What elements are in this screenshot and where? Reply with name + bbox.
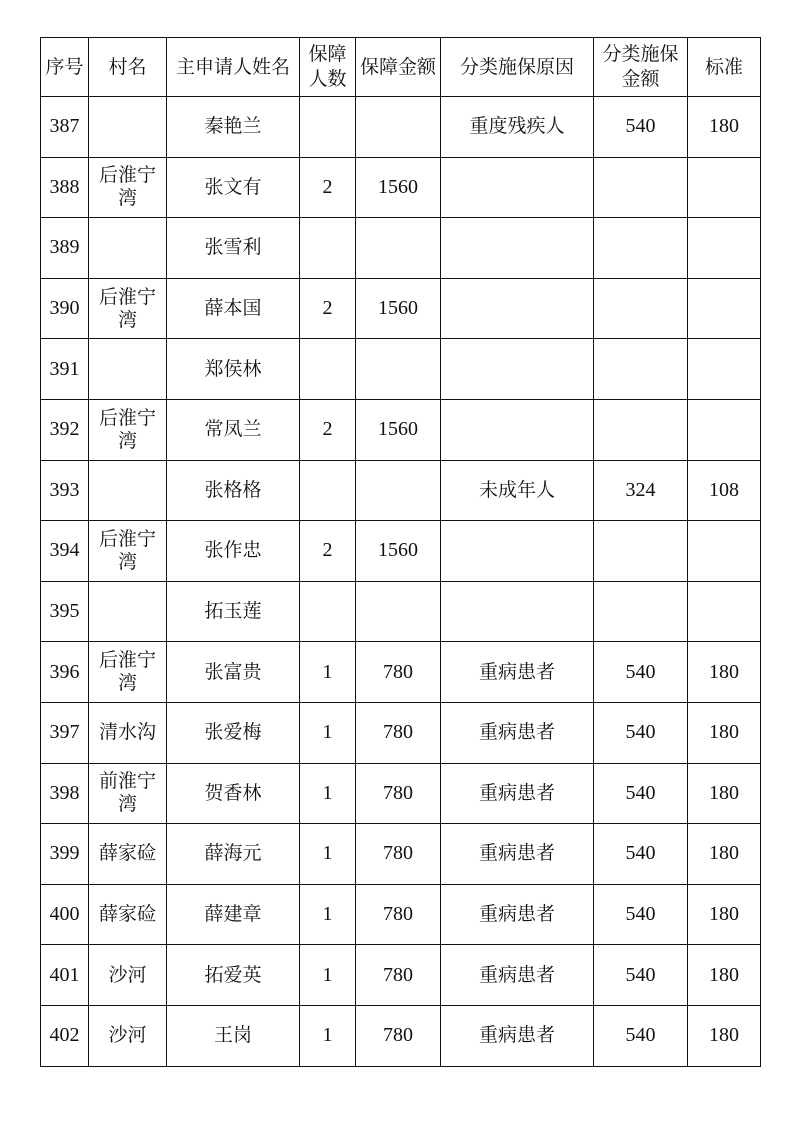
cell-serial-number: 389 — [41, 218, 89, 279]
cell-applicant-name: 薛本国 — [167, 278, 300, 339]
header-applicant-name: 主申请人姓名 — [167, 38, 300, 97]
cell-benefit-amount: 780 — [356, 824, 441, 885]
cell-applicant-name: 薛建章 — [167, 884, 300, 945]
cell-category-reason: 重病患者 — [441, 702, 594, 763]
cell-village-name: 前淮宁湾 — [89, 763, 167, 824]
cell-covered-persons: 2 — [300, 278, 356, 339]
cell-village-name: 后淮宁湾 — [89, 278, 167, 339]
cell-benefit-amount: 1560 — [356, 157, 441, 218]
table-row — [41, 1005, 761, 1066]
cell-category-amount: 540 — [594, 702, 688, 763]
cell-serial-number: 400 — [41, 884, 89, 945]
header-benefit-amount: 保障金额 — [356, 38, 441, 97]
cell-applicant-name: 拓爱英 — [167, 945, 300, 1006]
cell-village-name — [89, 581, 167, 642]
cell-applicant-name: 郑侯林 — [167, 339, 300, 400]
header-village-name: 村名 — [89, 38, 167, 97]
header-category-amount: 分类施保金额 — [594, 38, 688, 97]
cell-covered-persons — [300, 218, 356, 279]
header-row — [41, 38, 761, 97]
cell-category-reason — [441, 339, 594, 400]
cell-benefit-amount: 780 — [356, 763, 441, 824]
cell-benefit-amount: 780 — [356, 702, 441, 763]
cell-village-name: 沙河 — [89, 1005, 167, 1066]
cell-standard: 180 — [688, 642, 761, 703]
cell-category-reason: 未成年人 — [441, 460, 594, 521]
cell-serial-number: 397 — [41, 702, 89, 763]
cell-serial-number: 393 — [41, 460, 89, 521]
cell-category-amount — [594, 278, 688, 339]
cell-serial-number: 398 — [41, 763, 89, 824]
cell-serial-number: 392 — [41, 399, 89, 460]
cell-standard: 180 — [688, 824, 761, 885]
cell-category-amount — [594, 399, 688, 460]
cell-covered-persons: 2 — [300, 157, 356, 218]
header-standard: 标准 — [688, 38, 761, 97]
cell-applicant-name: 常凤兰 — [167, 399, 300, 460]
cell-category-amount: 540 — [594, 763, 688, 824]
cell-covered-persons: 1 — [300, 702, 356, 763]
cell-serial-number: 399 — [41, 824, 89, 885]
cell-village-name: 后淮宁湾 — [89, 157, 167, 218]
cell-applicant-name: 张文有 — [167, 157, 300, 218]
cell-village-name — [89, 339, 167, 400]
cell-standard — [688, 521, 761, 582]
cell-benefit-amount: 1560 — [356, 278, 441, 339]
cell-covered-persons: 1 — [300, 884, 356, 945]
cell-category-reason — [441, 218, 594, 279]
cell-standard — [688, 581, 761, 642]
table-header — [41, 38, 761, 97]
table-row — [41, 642, 761, 703]
cell-covered-persons — [300, 339, 356, 400]
table-body — [41, 97, 761, 1067]
cell-benefit-amount — [356, 97, 441, 158]
table-row — [41, 460, 761, 521]
cell-covered-persons: 1 — [300, 763, 356, 824]
cell-category-amount — [594, 218, 688, 279]
cell-benefit-amount — [356, 339, 441, 400]
cell-covered-persons: 1 — [300, 1005, 356, 1066]
cell-covered-persons: 2 — [300, 521, 356, 582]
table-row — [41, 399, 761, 460]
cell-benefit-amount: 780 — [356, 1005, 441, 1066]
cell-covered-persons: 2 — [300, 399, 356, 460]
cell-covered-persons — [300, 460, 356, 521]
cell-serial-number: 390 — [41, 278, 89, 339]
cell-benefit-amount: 780 — [356, 945, 441, 1006]
cell-category-reason — [441, 521, 594, 582]
cell-standard: 108 — [688, 460, 761, 521]
cell-serial-number: 391 — [41, 339, 89, 400]
cell-serial-number: 387 — [41, 97, 89, 158]
cell-benefit-amount: 780 — [356, 642, 441, 703]
cell-standard: 180 — [688, 97, 761, 158]
table-row — [41, 884, 761, 945]
cell-category-amount: 540 — [594, 1005, 688, 1066]
cell-standard: 180 — [688, 702, 761, 763]
cell-category-amount — [594, 521, 688, 582]
cell-benefit-amount — [356, 581, 441, 642]
cell-category-amount — [594, 157, 688, 218]
cell-applicant-name: 张爱梅 — [167, 702, 300, 763]
cell-category-reason: 重病患者 — [441, 763, 594, 824]
table-row — [41, 945, 761, 1006]
cell-applicant-name: 拓玉莲 — [167, 581, 300, 642]
cell-village-name: 薛家硷 — [89, 824, 167, 885]
cell-category-reason — [441, 581, 594, 642]
table-row — [41, 824, 761, 885]
cell-standard — [688, 339, 761, 400]
cell-village-name — [89, 460, 167, 521]
header-covered-persons: 保障人数 — [300, 38, 356, 97]
cell-covered-persons: 1 — [300, 945, 356, 1006]
cell-category-reason: 重病患者 — [441, 824, 594, 885]
cell-standard: 180 — [688, 763, 761, 824]
cell-village-name: 后淮宁湾 — [89, 399, 167, 460]
cell-covered-persons: 1 — [300, 824, 356, 885]
cell-serial-number: 401 — [41, 945, 89, 1006]
cell-benefit-amount — [356, 218, 441, 279]
cell-category-reason: 重病患者 — [441, 1005, 594, 1066]
cell-applicant-name: 王岗 — [167, 1005, 300, 1066]
cell-covered-persons — [300, 97, 356, 158]
cell-category-reason — [441, 278, 594, 339]
cell-category-reason: 重病患者 — [441, 884, 594, 945]
table-row — [41, 157, 761, 218]
cell-standard — [688, 218, 761, 279]
cell-village-name — [89, 97, 167, 158]
cell-benefit-amount: 1560 — [356, 521, 441, 582]
cell-category-amount — [594, 581, 688, 642]
cell-category-reason: 重度残疾人 — [441, 97, 594, 158]
cell-covered-persons: 1 — [300, 642, 356, 703]
cell-category-amount: 540 — [594, 97, 688, 158]
header-category-reason: 分类施保原因 — [441, 38, 594, 97]
cell-village-name — [89, 218, 167, 279]
cell-serial-number: 396 — [41, 642, 89, 703]
cell-village-name: 后淮宁湾 — [89, 521, 167, 582]
table-row — [41, 581, 761, 642]
cell-category-amount: 324 — [594, 460, 688, 521]
assistance-roster-table — [40, 37, 761, 1067]
table-row — [41, 97, 761, 158]
cell-category-reason — [441, 399, 594, 460]
table-row — [41, 763, 761, 824]
cell-benefit-amount: 780 — [356, 884, 441, 945]
cell-standard — [688, 399, 761, 460]
cell-standard: 180 — [688, 884, 761, 945]
cell-category-amount — [594, 339, 688, 400]
cell-serial-number: 402 — [41, 1005, 89, 1066]
cell-standard — [688, 278, 761, 339]
cell-standard: 180 — [688, 945, 761, 1006]
cell-serial-number: 394 — [41, 521, 89, 582]
table-row — [41, 339, 761, 400]
cell-applicant-name: 秦艳兰 — [167, 97, 300, 158]
table-row — [41, 218, 761, 279]
cell-serial-number: 395 — [41, 581, 89, 642]
cell-category-reason: 重病患者 — [441, 642, 594, 703]
cell-applicant-name: 薛海元 — [167, 824, 300, 885]
cell-village-name: 后淮宁湾 — [89, 642, 167, 703]
cell-category-reason: 重病患者 — [441, 945, 594, 1006]
cell-category-reason — [441, 157, 594, 218]
cell-category-amount: 540 — [594, 884, 688, 945]
cell-applicant-name: 贺香林 — [167, 763, 300, 824]
cell-village-name: 薛家硷 — [89, 884, 167, 945]
table-row — [41, 702, 761, 763]
cell-applicant-name: 张雪利 — [167, 218, 300, 279]
table-row — [41, 521, 761, 582]
cell-covered-persons — [300, 581, 356, 642]
cell-category-amount: 540 — [594, 824, 688, 885]
cell-benefit-amount: 1560 — [356, 399, 441, 460]
cell-applicant-name: 张富贵 — [167, 642, 300, 703]
cell-applicant-name: 张格格 — [167, 460, 300, 521]
table-row — [41, 278, 761, 339]
cell-benefit-amount — [356, 460, 441, 521]
cell-applicant-name: 张作忠 — [167, 521, 300, 582]
cell-village-name: 沙河 — [89, 945, 167, 1006]
cell-village-name: 清水沟 — [89, 702, 167, 763]
cell-category-amount: 540 — [594, 642, 688, 703]
cell-standard: 180 — [688, 1005, 761, 1066]
header-serial-number: 序号 — [41, 38, 89, 97]
cell-serial-number: 388 — [41, 157, 89, 218]
cell-standard — [688, 157, 761, 218]
cell-category-amount: 540 — [594, 945, 688, 1006]
